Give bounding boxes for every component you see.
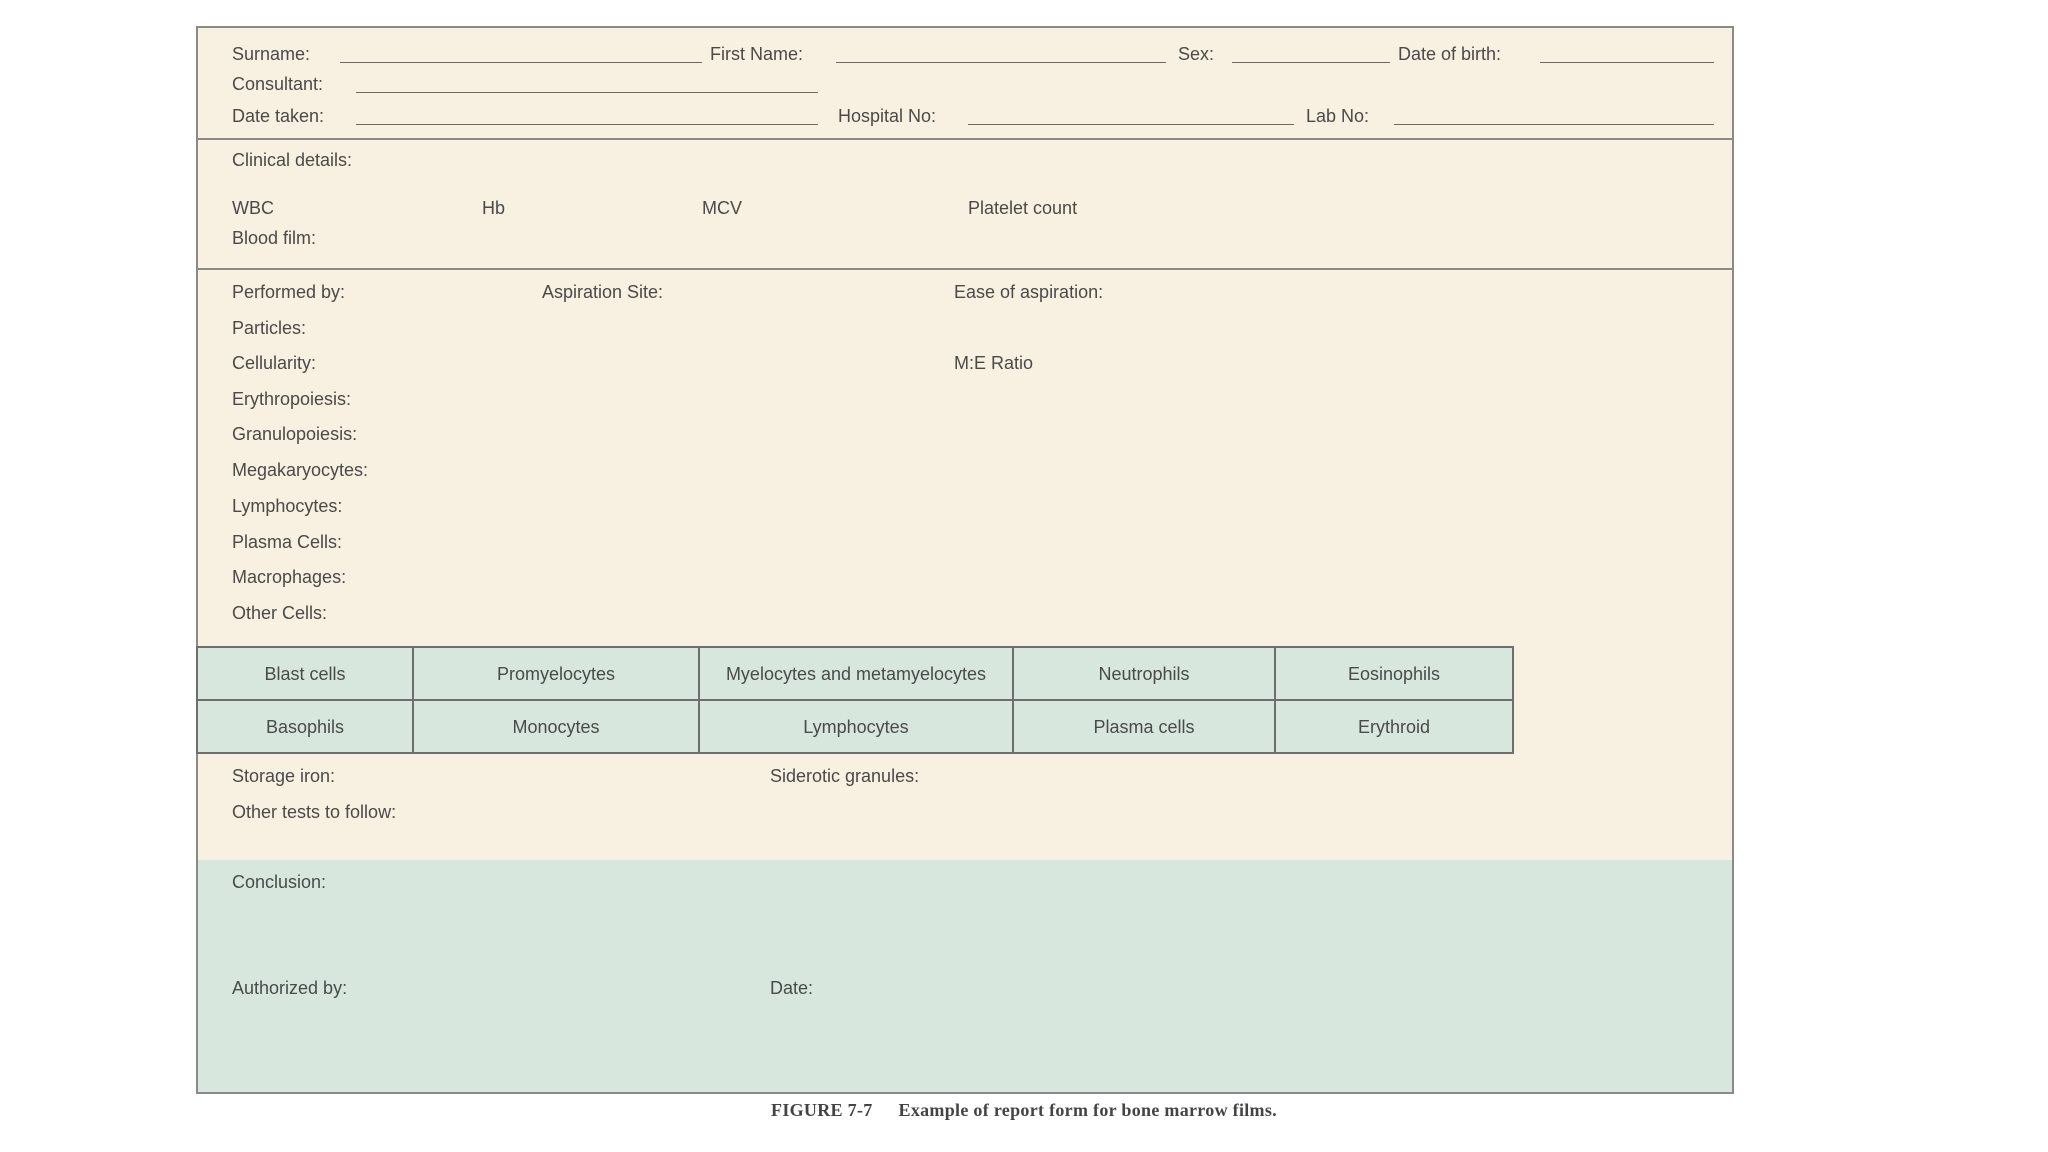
clinical-details-section [198, 138, 1732, 270]
basophils-cell[interactable]: Basophils [197, 700, 413, 753]
plasma-cells-cell[interactable]: Plasma cells [1013, 700, 1275, 753]
surname-label: Surname: [232, 44, 311, 64]
blast-cells-cell[interactable]: Blast cells [197, 647, 413, 700]
myelocytes-metamyelocytes-cell[interactable]: Myelocytes and metamyelocytes [699, 647, 1013, 700]
differential-count-section [198, 646, 1732, 754]
sex-field[interactable] [1232, 62, 1390, 63]
sex-label: Sex: [1178, 44, 1215, 64]
lymphocytes-cell[interactable]: Lymphocytes [699, 700, 1013, 753]
siderotic-granules-label: Siderotic granules: [770, 766, 920, 786]
ease-of-aspiration-label: Ease of aspiration: [954, 282, 1104, 302]
particles-label: Particles: [232, 318, 307, 338]
date-taken-label: Date taken: [232, 106, 325, 126]
erythroid-cell[interactable]: Erythroid [1275, 700, 1513, 753]
examination-section [198, 268, 1732, 646]
first-name-label: First Name: [710, 44, 804, 64]
dob-label: Date of birth: [1398, 44, 1502, 64]
erythropoiesis-label: Erythropoiesis: [232, 389, 352, 409]
other-tests-label: Other tests to follow: [232, 802, 397, 822]
blood-film-label: Blood film: [232, 228, 317, 248]
lymphocytes-label: Lymphocytes: [232, 496, 343, 516]
conclusion-label: Conclusion: [232, 872, 327, 892]
figure-number: FIGURE 7-7 [771, 1100, 873, 1120]
me-ratio-label: M:E Ratio [954, 353, 1034, 373]
conclusion-section [198, 860, 1732, 1092]
first-name-field[interactable] [836, 62, 1166, 63]
surname-field[interactable] [340, 62, 702, 63]
table-row [197, 647, 1513, 700]
lab-no-label: Lab No: [1306, 106, 1370, 126]
consultant-label: Consultant: [232, 74, 324, 94]
lab-no-field[interactable] [1394, 124, 1714, 125]
promyelocytes-cell[interactable]: Promyelocytes [413, 647, 699, 700]
hb-label: Hb [482, 198, 506, 218]
storage-iron-label: Storage iron: [232, 766, 336, 786]
authorized-by-label: Authorized by: [232, 978, 348, 998]
consultant-field[interactable] [356, 92, 818, 93]
date-label: Date: [770, 978, 814, 998]
megakaryocytes-label: Megakaryocytes: [232, 460, 369, 480]
hospital-no-field[interactable] [968, 124, 1294, 125]
clinical-details-label: Clinical details: [232, 150, 353, 170]
macrophages-label: Macrophages: [232, 567, 347, 587]
table-row [197, 700, 1513, 753]
bone-marrow-report-form [196, 26, 1734, 1094]
granulopoiesis-label: Granulopoiesis: [232, 424, 358, 444]
figure-caption [0, 1100, 2048, 1121]
dob-field[interactable] [1540, 62, 1714, 63]
platelet-count-label: Platelet count [968, 198, 1078, 218]
wbc-label: WBC [232, 198, 274, 218]
neutrophils-cell[interactable]: Neutrophils [1013, 647, 1275, 700]
differential-count-table [196, 646, 1514, 754]
cellularity-label: Cellularity: [232, 353, 317, 373]
iron-stain-section [198, 754, 1732, 862]
other-cells-label: Other Cells: [232, 603, 328, 623]
mcv-label: MCV [702, 198, 742, 218]
aspiration-site-label: Aspiration Site: [542, 282, 664, 302]
patient-details-section [198, 28, 1732, 140]
hospital-no-label: Hospital No: [838, 106, 937, 126]
eosinophils-cell[interactable]: Eosinophils [1275, 647, 1513, 700]
performed-by-label: Performed by: [232, 282, 346, 302]
figure-caption-text: Example of report form for bone marrow films. [898, 1100, 1277, 1120]
date-taken-field[interactable] [356, 124, 818, 125]
plasma-cells-label: Plasma Cells: [232, 532, 343, 552]
monocytes-cell[interactable]: Monocytes [413, 700, 699, 753]
